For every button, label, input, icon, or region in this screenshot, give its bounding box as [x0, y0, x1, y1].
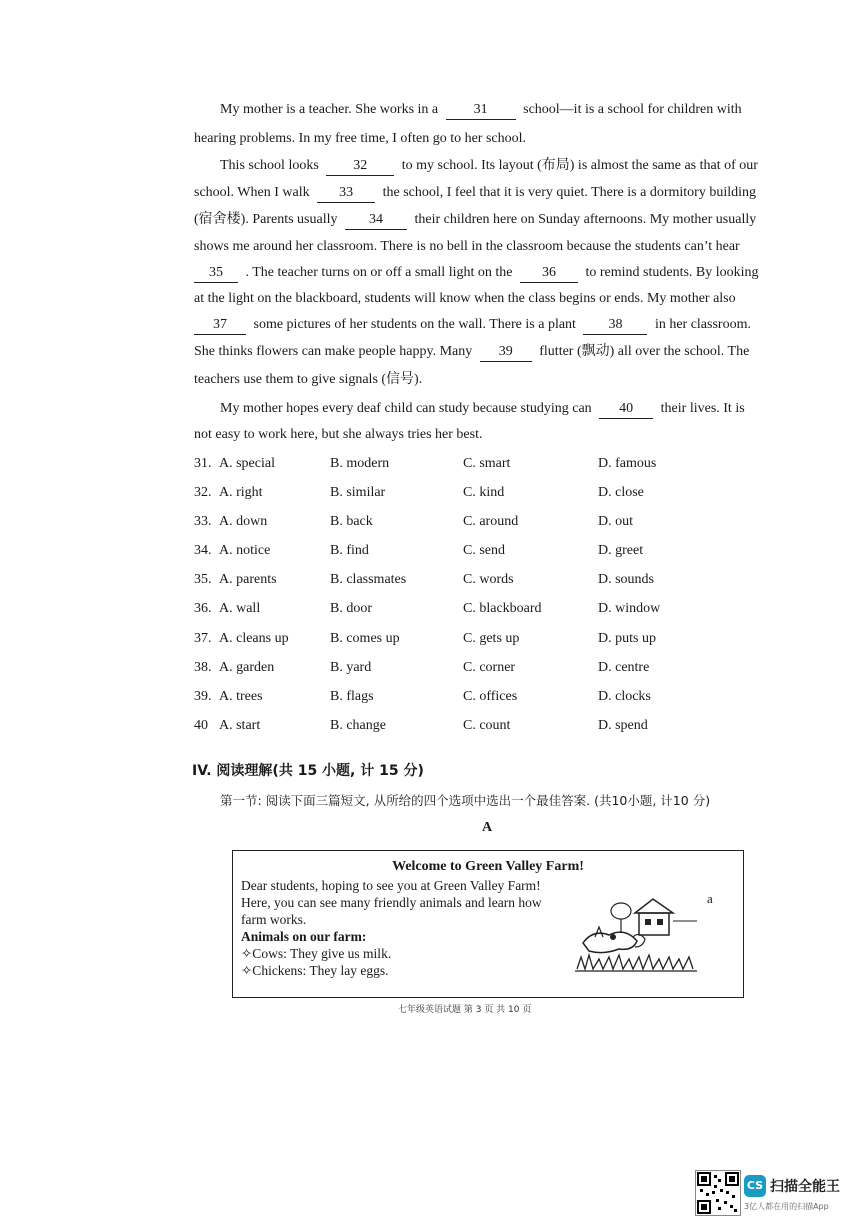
question-number: 33.: [194, 514, 212, 529]
option-a: A. right: [219, 485, 263, 500]
line-text: She thinks flowers can make people happy. Many: [194, 344, 473, 359]
option-b: B. back: [330, 514, 373, 529]
option-b: B. similar: [330, 485, 386, 500]
option-row-40: [194, 717, 794, 735]
option-c: C. count: [463, 718, 511, 733]
line-text: in her classroom.: [654, 317, 751, 332]
passage-line-8: [194, 290, 788, 308]
question-number: 34.: [194, 543, 212, 558]
blank-34: 34: [345, 211, 407, 230]
option-a: A. special: [219, 456, 275, 471]
option-a: A. down: [219, 514, 268, 529]
notice-subheading: Animals on our farm:: [241, 929, 367, 944]
option-b: B. classmates: [330, 572, 407, 587]
option-b: B. find: [330, 543, 369, 558]
line-text: not easy to work here, but she always tries her best.: [194, 427, 483, 442]
blank-33: 33: [317, 184, 375, 203]
passage-line-7: [194, 264, 788, 283]
line-text: This school looks: [220, 158, 319, 173]
passage-line-6: [194, 238, 788, 256]
passage-line-10: [194, 343, 788, 362]
blank-39: 39: [480, 343, 532, 362]
line-text: school. When I walk: [194, 185, 310, 200]
option-b: B. yard: [330, 660, 372, 675]
qr-code-icon: [695, 1170, 741, 1216]
option-d: D. puts up: [598, 631, 656, 646]
option-d: D. centre: [598, 660, 650, 675]
passage-line-11: [194, 371, 788, 389]
passage-line-3: [220, 157, 788, 176]
option-c: C. words: [463, 572, 514, 587]
option-row-32: [194, 484, 794, 502]
question-number: 38.: [194, 660, 212, 675]
line-text: to remind students. By looking: [585, 265, 759, 280]
option-c: C. gets up: [463, 631, 520, 646]
option-a: A. garden: [219, 660, 275, 675]
option-a: A. trees: [219, 689, 263, 704]
line-text: (宿舍楼). Parents usually: [194, 212, 338, 227]
passage-letter: A: [482, 820, 493, 835]
option-a: A. start: [219, 718, 261, 733]
option-d: D. close: [598, 485, 644, 500]
passage-line-12: [220, 400, 788, 419]
option-c: C. send: [463, 543, 505, 558]
line-text: the school, I feel that it is very quiet. There is a dormitory building: [382, 185, 756, 200]
question-number: 31.: [194, 456, 212, 471]
passage-line-2: [194, 130, 788, 148]
question-number: 36.: [194, 601, 212, 616]
option-b: B. door: [330, 601, 372, 616]
option-d: D. sounds: [598, 572, 655, 587]
option-c: C. kind: [463, 485, 505, 500]
option-d: D. spend: [598, 718, 648, 733]
notice-side-letter: a: [707, 891, 713, 906]
blank-31: 31: [446, 101, 516, 120]
farm-notice-box: [232, 850, 744, 998]
question-number: 39.: [194, 689, 212, 704]
section-heading: IV. 阅读理解(共 15 小题, 计 15 分): [192, 763, 424, 779]
option-row-33: [194, 513, 794, 531]
option-a: A. cleans up: [219, 631, 289, 646]
line-text: their lives. It is: [660, 401, 745, 416]
blank-35: 35: [194, 264, 238, 283]
option-c: C. around: [463, 514, 519, 529]
line-text: flutter (飘动) all over the school. The: [539, 344, 750, 359]
blank-37: 37: [194, 316, 246, 335]
option-b: B. flags: [330, 689, 374, 704]
option-d: D. greet: [598, 543, 644, 558]
option-row-36: [194, 600, 794, 618]
option-b: B. change: [330, 718, 386, 733]
notice-line: farm works.: [241, 912, 307, 927]
question-number: 40: [194, 718, 208, 733]
page-footer: 七年级英语试题 第 3 页 共 10 页: [398, 1005, 532, 1015]
line-text: their children here on Sunday afternoons. My mother usually: [414, 212, 757, 227]
option-row-34: [194, 542, 794, 560]
blank-38: 38: [583, 316, 647, 335]
scanner-tagline: 3亿人都在用的扫描App: [744, 1202, 829, 1211]
option-row-35: [194, 571, 794, 589]
line-text: My mother is a teacher. She works in a: [220, 102, 439, 117]
passage-line-4: [194, 184, 788, 203]
passage-line-5: [194, 211, 788, 230]
option-c: C. offices: [463, 689, 518, 704]
option-d: D. famous: [598, 456, 657, 471]
blank-32: 32: [326, 157, 394, 176]
line-text: shows me around her classroom. There is no bell in the classroom because the students can’t hear: [194, 239, 740, 254]
line-text: . The teacher turns on or off a small light on the: [245, 265, 513, 280]
passage-line-1: [220, 101, 788, 120]
option-a: A. wall: [219, 601, 261, 616]
question-number: 32.: [194, 485, 212, 500]
notice-line: Dear students, hoping to see you at Green Valley Farm!: [241, 878, 541, 893]
line-text: some pictures of her students on the wall. There is a plant: [253, 317, 576, 332]
section-instructions: 第一节: 阅读下面三篇短文, 从所给的四个选项中选出一个最佳答案. (共10小题, 计10 分): [220, 793, 711, 808]
line-text: teachers use them to give signals (信号).: [194, 372, 423, 387]
blank-36: 36: [520, 264, 578, 283]
farm-illustration: [573, 893, 701, 975]
option-d: D. clocks: [598, 689, 651, 704]
option-d: D. window: [598, 601, 661, 616]
line-text: hearing problems. In my free time, I often go to her school.: [194, 131, 527, 146]
question-number: 35.: [194, 572, 212, 587]
passage-line-13: [194, 426, 788, 444]
scanner-logo-icon: CS: [744, 1175, 766, 1197]
blank-40: 40: [599, 400, 653, 419]
option-row-38: [194, 659, 794, 677]
line-text: school—it is a school for children with: [523, 102, 742, 117]
option-b: B. comes up: [330, 631, 400, 646]
option-a: A. parents: [219, 572, 277, 587]
scanner-app-name: 扫描全能王: [770, 1179, 840, 1195]
notice-line: ✧Chickens: They lay eggs.: [241, 963, 389, 978]
line-text: My mother hopes every deaf child can study because studying can: [220, 401, 592, 416]
line-text: at the light on the blackboard, students will know when the class begins or ends. My mother also: [194, 291, 736, 306]
option-row-31: [194, 455, 794, 473]
question-number: 37.: [194, 631, 212, 646]
option-a: A. notice: [219, 543, 271, 558]
line-text: to my school. Its layout (布局) is almost the same as that of our: [401, 158, 758, 173]
option-b: B. modern: [330, 456, 390, 471]
option-d: D. out: [598, 514, 633, 529]
notice-title: Welcome to Green Valley Farm!: [392, 859, 584, 874]
notice-line: ✧Cows: They give us milk.: [241, 946, 392, 961]
option-c: C. corner: [463, 660, 516, 675]
option-c: C. smart: [463, 456, 511, 471]
option-row-37: [194, 630, 794, 648]
option-c: C. blackboard: [463, 601, 542, 616]
notice-line: Here, you can see many friendly animals and learn how: [241, 895, 542, 910]
passage-line-9: [194, 316, 788, 335]
option-row-39: [194, 688, 794, 706]
